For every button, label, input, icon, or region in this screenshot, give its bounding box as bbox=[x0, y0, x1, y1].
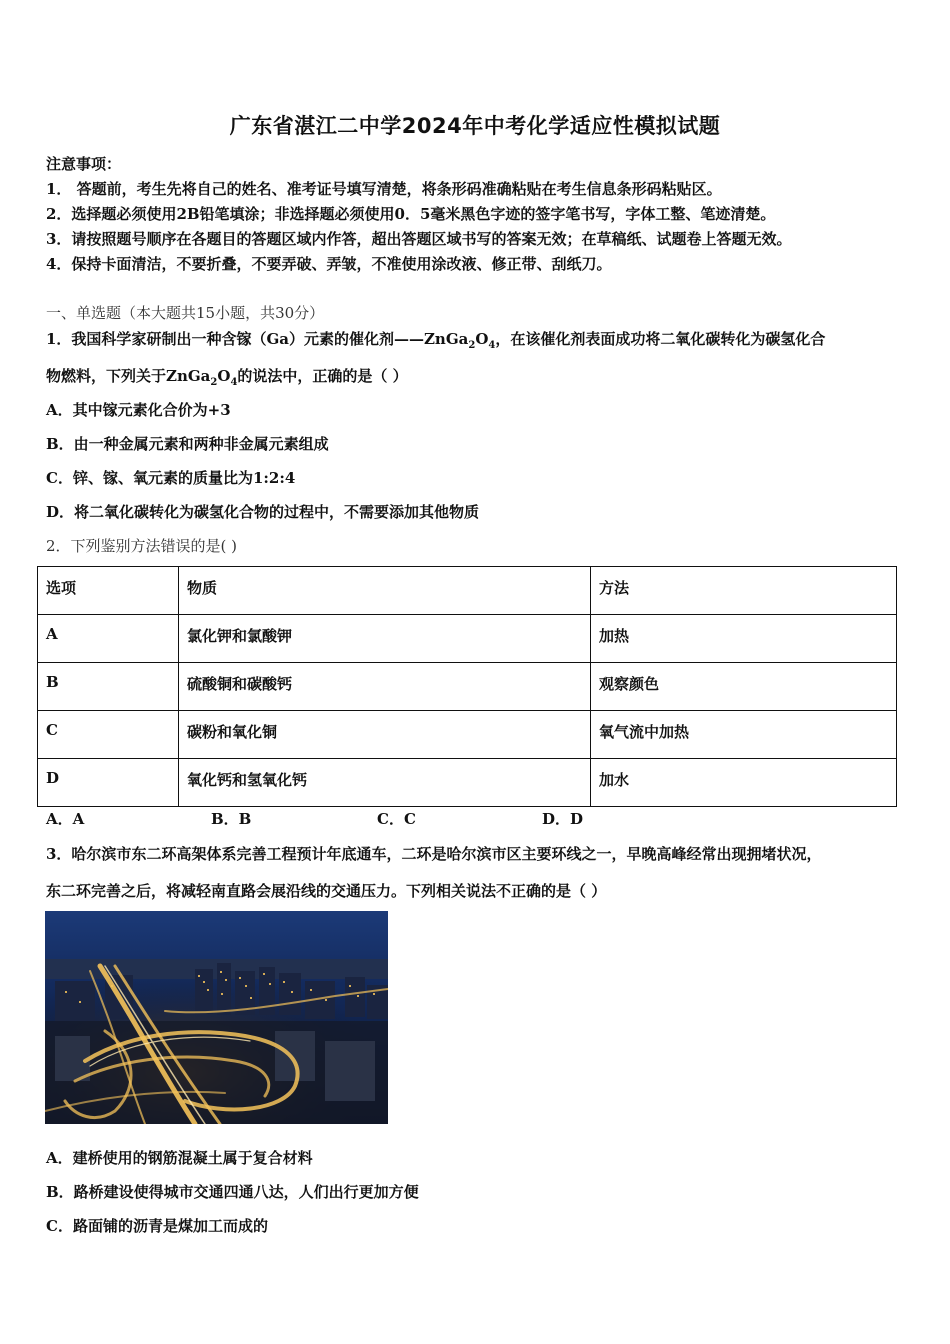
notice-heading: 注意事项： bbox=[46, 155, 122, 173]
table-cell: 观察颜色 bbox=[591, 663, 897, 711]
q2-stem: 2．下列鉴别方法错误的是( ) bbox=[46, 537, 238, 555]
table-row bbox=[38, 615, 897, 663]
table-row bbox=[38, 759, 897, 807]
q2-answer-d: D．D bbox=[542, 810, 584, 828]
q3-stem-line2: 东二环完善之后，将减轻南直路会展沿线的交通压力。下列相关说法不正确的是（ ） bbox=[46, 882, 607, 900]
table-cell: 硫酸铜和碳酸钙 bbox=[179, 663, 591, 711]
table-cell: 氧气流中加热 bbox=[591, 711, 897, 759]
q2-table bbox=[37, 566, 897, 807]
night-city-overpass-photo bbox=[45, 911, 388, 1124]
q1-stem-line2: 物燃料，下列关于$ZnGa_2O_4$的说法中，正确的是（ ） bbox=[46, 367, 408, 388]
q2-answer-c: C．C bbox=[377, 810, 416, 828]
section-heading: 一、单选题（本大题共15小题，共30分） bbox=[46, 304, 325, 322]
q1-option-a: A．其中镓元素化合价为+3 bbox=[46, 401, 231, 419]
table-row bbox=[38, 663, 897, 711]
table-cell: 加水 bbox=[591, 759, 897, 807]
q3-option-b: B．路桥建设使得城市交通四通八达，人们出行更加方便 bbox=[46, 1183, 419, 1201]
q2-answer-b: B．B bbox=[211, 810, 252, 828]
q1-stem-line1: 1．我国科学家研制出一种含镓（Ga）元素的催化剂$——ZnGa_2O_4$，在该催化剂表面成功将二氧化碳转化为碳氢化合 bbox=[46, 330, 826, 351]
notice-item-3: 3．请按照题号顺序在各题目的答题区域内作答，超出答题区域书写的答案无效；在草稿纸、试题卷上答题无效。 bbox=[46, 230, 792, 248]
table-cell: B bbox=[38, 663, 179, 711]
q1-option-d: D．将二氧化碳转化为碳氢化合物的过程中，不需要添加其他物质 bbox=[46, 503, 480, 521]
notice-item-2: 2．选择题必须使用2B铅笔填涂；非选择题必须使用0．5毫米黑色字迹的签字笔书写，字体工整、笔迹清楚。 bbox=[46, 205, 776, 223]
table-cell: 加热 bbox=[591, 615, 897, 663]
table-header-cell: 物质 bbox=[179, 567, 591, 615]
table-cell: 氧化钙和氢氧化钙 bbox=[179, 759, 591, 807]
table-header-cell: 选项 bbox=[38, 567, 179, 615]
table-cell: C bbox=[38, 711, 179, 759]
q3-option-c: C．路面铺的沥青是煤加工而成的 bbox=[46, 1217, 268, 1235]
notice-item-1: 1． 答题前，考生先将自己的姓名、准考证号填写清楚，将条形码准确粘贴在考生信息条形码粘贴区。 bbox=[46, 180, 722, 198]
q1-option-b: B．由一种金属元素和两种非金属元素组成 bbox=[46, 435, 329, 453]
q3-option-a: A．建桥使用的钢筋混凝土属于复合材料 bbox=[46, 1149, 313, 1167]
notice-item-4: 4．保持卡面清洁，不要折叠，不要弄破、弄皱，不准使用涂改液、修正带、刮纸刀。 bbox=[46, 255, 612, 273]
table-cell: 碳粉和氧化铜 bbox=[179, 711, 591, 759]
q2-answer-a: A．A bbox=[46, 810, 85, 828]
table-cell: 氯化钾和氯酸钾 bbox=[179, 615, 591, 663]
table-cell: D bbox=[38, 759, 179, 807]
page-title: 广东省湛江二中学2024年中考化学适应性模拟试题 bbox=[229, 114, 721, 138]
table-cell: A bbox=[38, 615, 179, 663]
table-row bbox=[38, 711, 897, 759]
table-header-cell: 方法 bbox=[591, 567, 897, 615]
q1-option-c: C．锌、镓、氧元素的质量比为1:2:4 bbox=[46, 469, 296, 487]
q3-stem-line1: 3．哈尔滨市东二环高架体系完善工程预计年底通车，二环是哈尔滨市区主要环线之一，早晚高峰经常出现拥堵状况， bbox=[46, 845, 822, 863]
table-header-row bbox=[38, 567, 897, 615]
